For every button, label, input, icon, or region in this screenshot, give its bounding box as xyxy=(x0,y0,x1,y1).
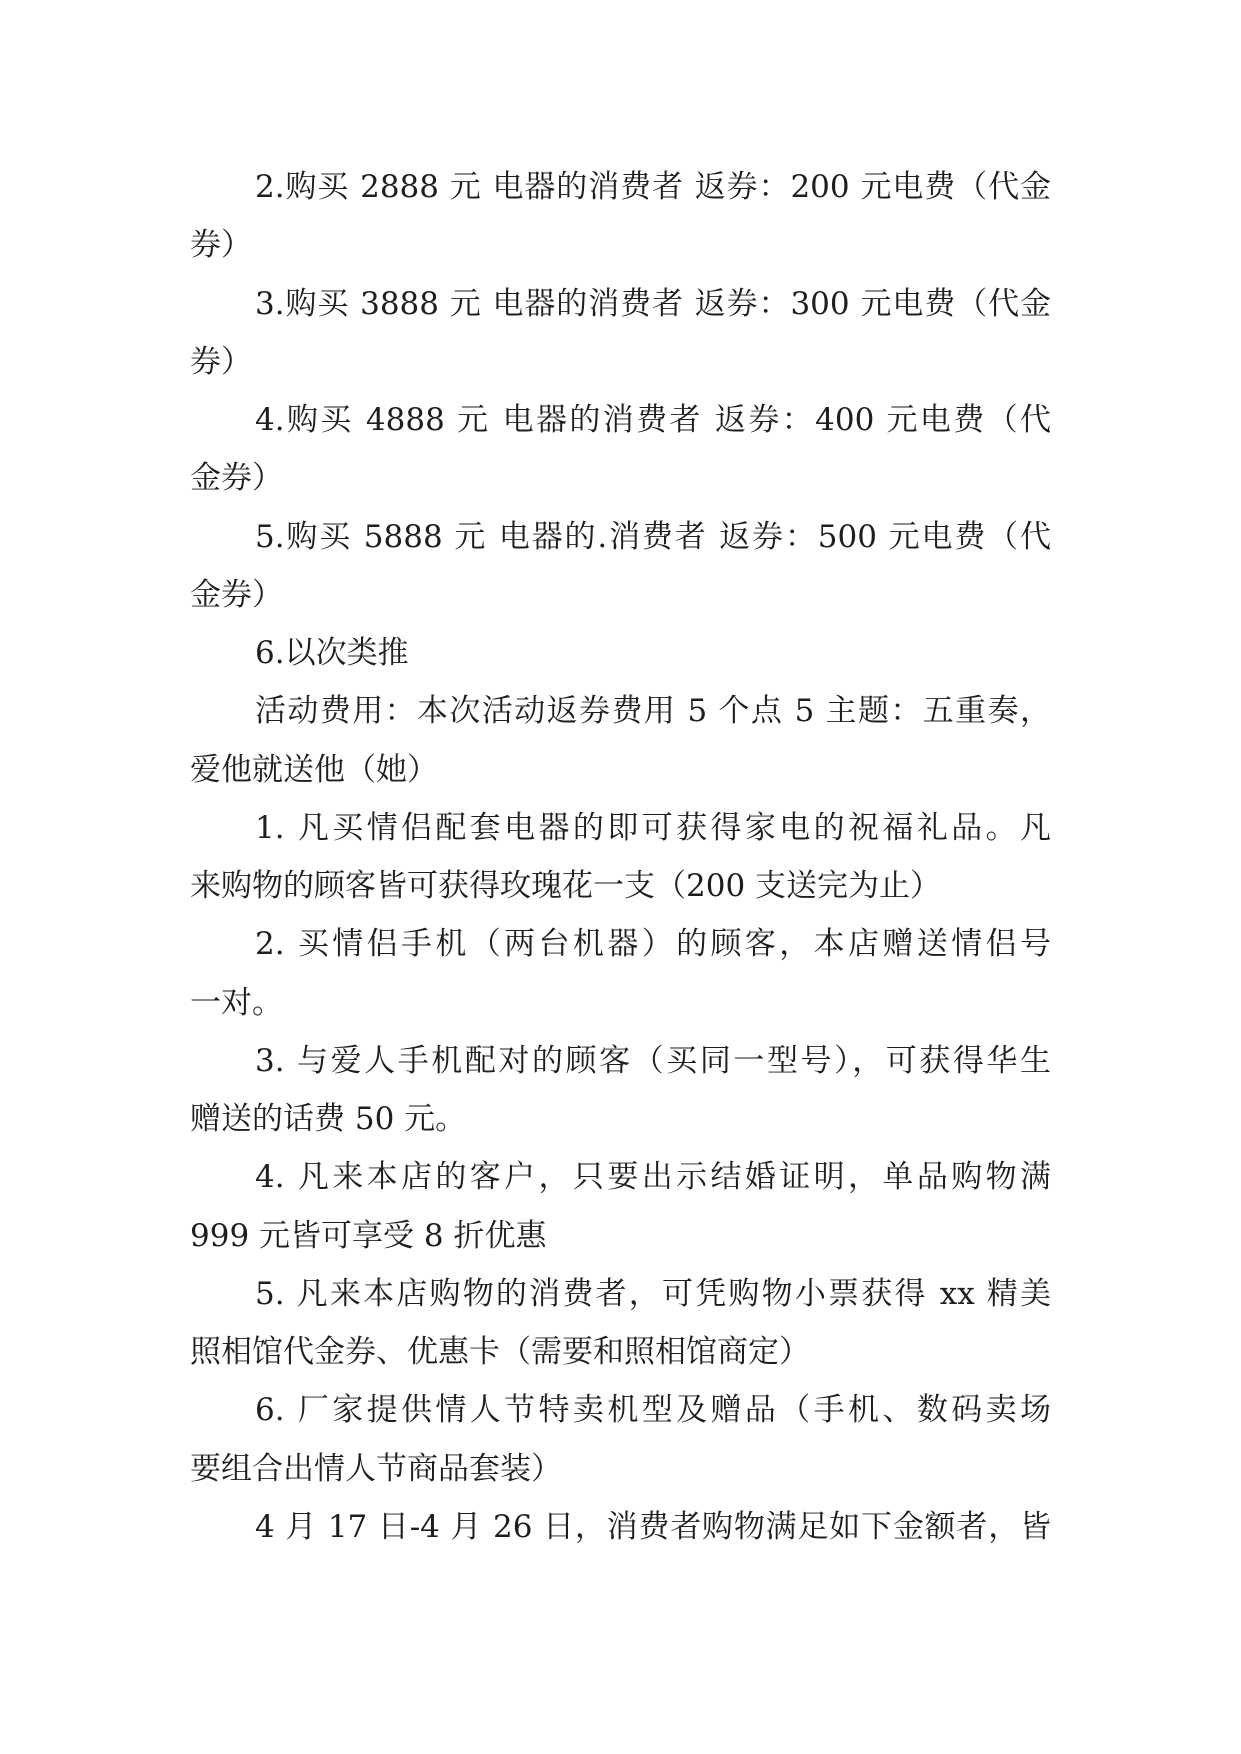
text-line: 4 月 17 日-4 月 26 日，消费者购物满足如下金额者，皆 xyxy=(255,1508,1051,1545)
paragraph-refund-5888 xyxy=(190,508,1051,625)
text-line: 金券） xyxy=(190,460,283,497)
paragraph-item-1 xyxy=(190,799,1051,916)
text-line: 6.以次类推 xyxy=(255,635,409,671)
paragraph-item-3 xyxy=(190,1032,1051,1149)
paragraph-and-so-on xyxy=(190,624,1051,682)
text-line: 活动费用：本次活动返券费用 5 个点 5 主题：五重奏， xyxy=(255,693,1051,730)
text-line: 一对。 xyxy=(190,984,283,1021)
text-line: 4.购买 4888 元 电器的消费者 返券：400 元电费（代 xyxy=(255,402,1051,438)
text-line: 金券） xyxy=(190,576,283,613)
document-body xyxy=(190,158,1051,1556)
text-line: 爱他就送他（她） xyxy=(190,751,438,788)
text-line: 券） xyxy=(190,343,252,380)
paragraph-refund-4888 xyxy=(190,391,1051,508)
text-line: 999 元皆可享受 8 折优惠 xyxy=(190,1217,547,1254)
text-line: 来购物的顾客皆可获得玫瑰花一支（200 支送完为止） xyxy=(190,868,942,904)
text-line: 赠送的话费 50 元。 xyxy=(190,1101,467,1137)
paragraph-item-6 xyxy=(190,1381,1051,1498)
paragraph-refund-2888 xyxy=(190,158,1051,275)
text-line: 3.购买 3888 元 电器的消费者 返券：300 元电费（代金 xyxy=(255,285,1051,322)
text-line: 照相馆代金券、优惠卡（需要和照相馆商定） xyxy=(190,1334,810,1370)
text-line: 2. 买情侣手机（两台机器）的顾客，本店赠送情侣号 xyxy=(255,926,1051,963)
paragraph-date-range xyxy=(190,1498,1051,1556)
paragraph-item-2 xyxy=(190,915,1051,1032)
paragraph-refund-3888 xyxy=(190,275,1051,392)
text-line: 6. 厂家提供情人节特卖机型及赠品（手机、数码卖场 xyxy=(255,1392,1051,1429)
paragraph-activity-cost xyxy=(190,682,1051,799)
text-line: 4. 凡来本店的客户，只要出示结婚证明，单品购物满 xyxy=(255,1159,1051,1196)
text-line: 1. 凡买情侣配套电器的即可获得家电的祝福礼品。凡 xyxy=(255,809,1051,846)
text-line: 3. 与爱人手机配对的顾客（买同一型号），可获得华生 xyxy=(255,1042,1051,1079)
paragraph-item-5 xyxy=(190,1265,1051,1382)
text-line: 2.购买 2888 元 电器的消费者 返券：200 元电费（代金 xyxy=(255,169,1051,205)
text-line: 券） xyxy=(190,227,252,264)
paragraph-item-4 xyxy=(190,1148,1051,1265)
text-line: 5.购买 5888 元 电器的.消费者 返券：500 元电费（代 xyxy=(255,518,1051,555)
text-line: 5. 凡来本店购物的消费者，可凭购物小票获得 xx 精美 xyxy=(255,1275,1051,1312)
text-line: 要组合出情人节商品套装） xyxy=(190,1450,562,1487)
